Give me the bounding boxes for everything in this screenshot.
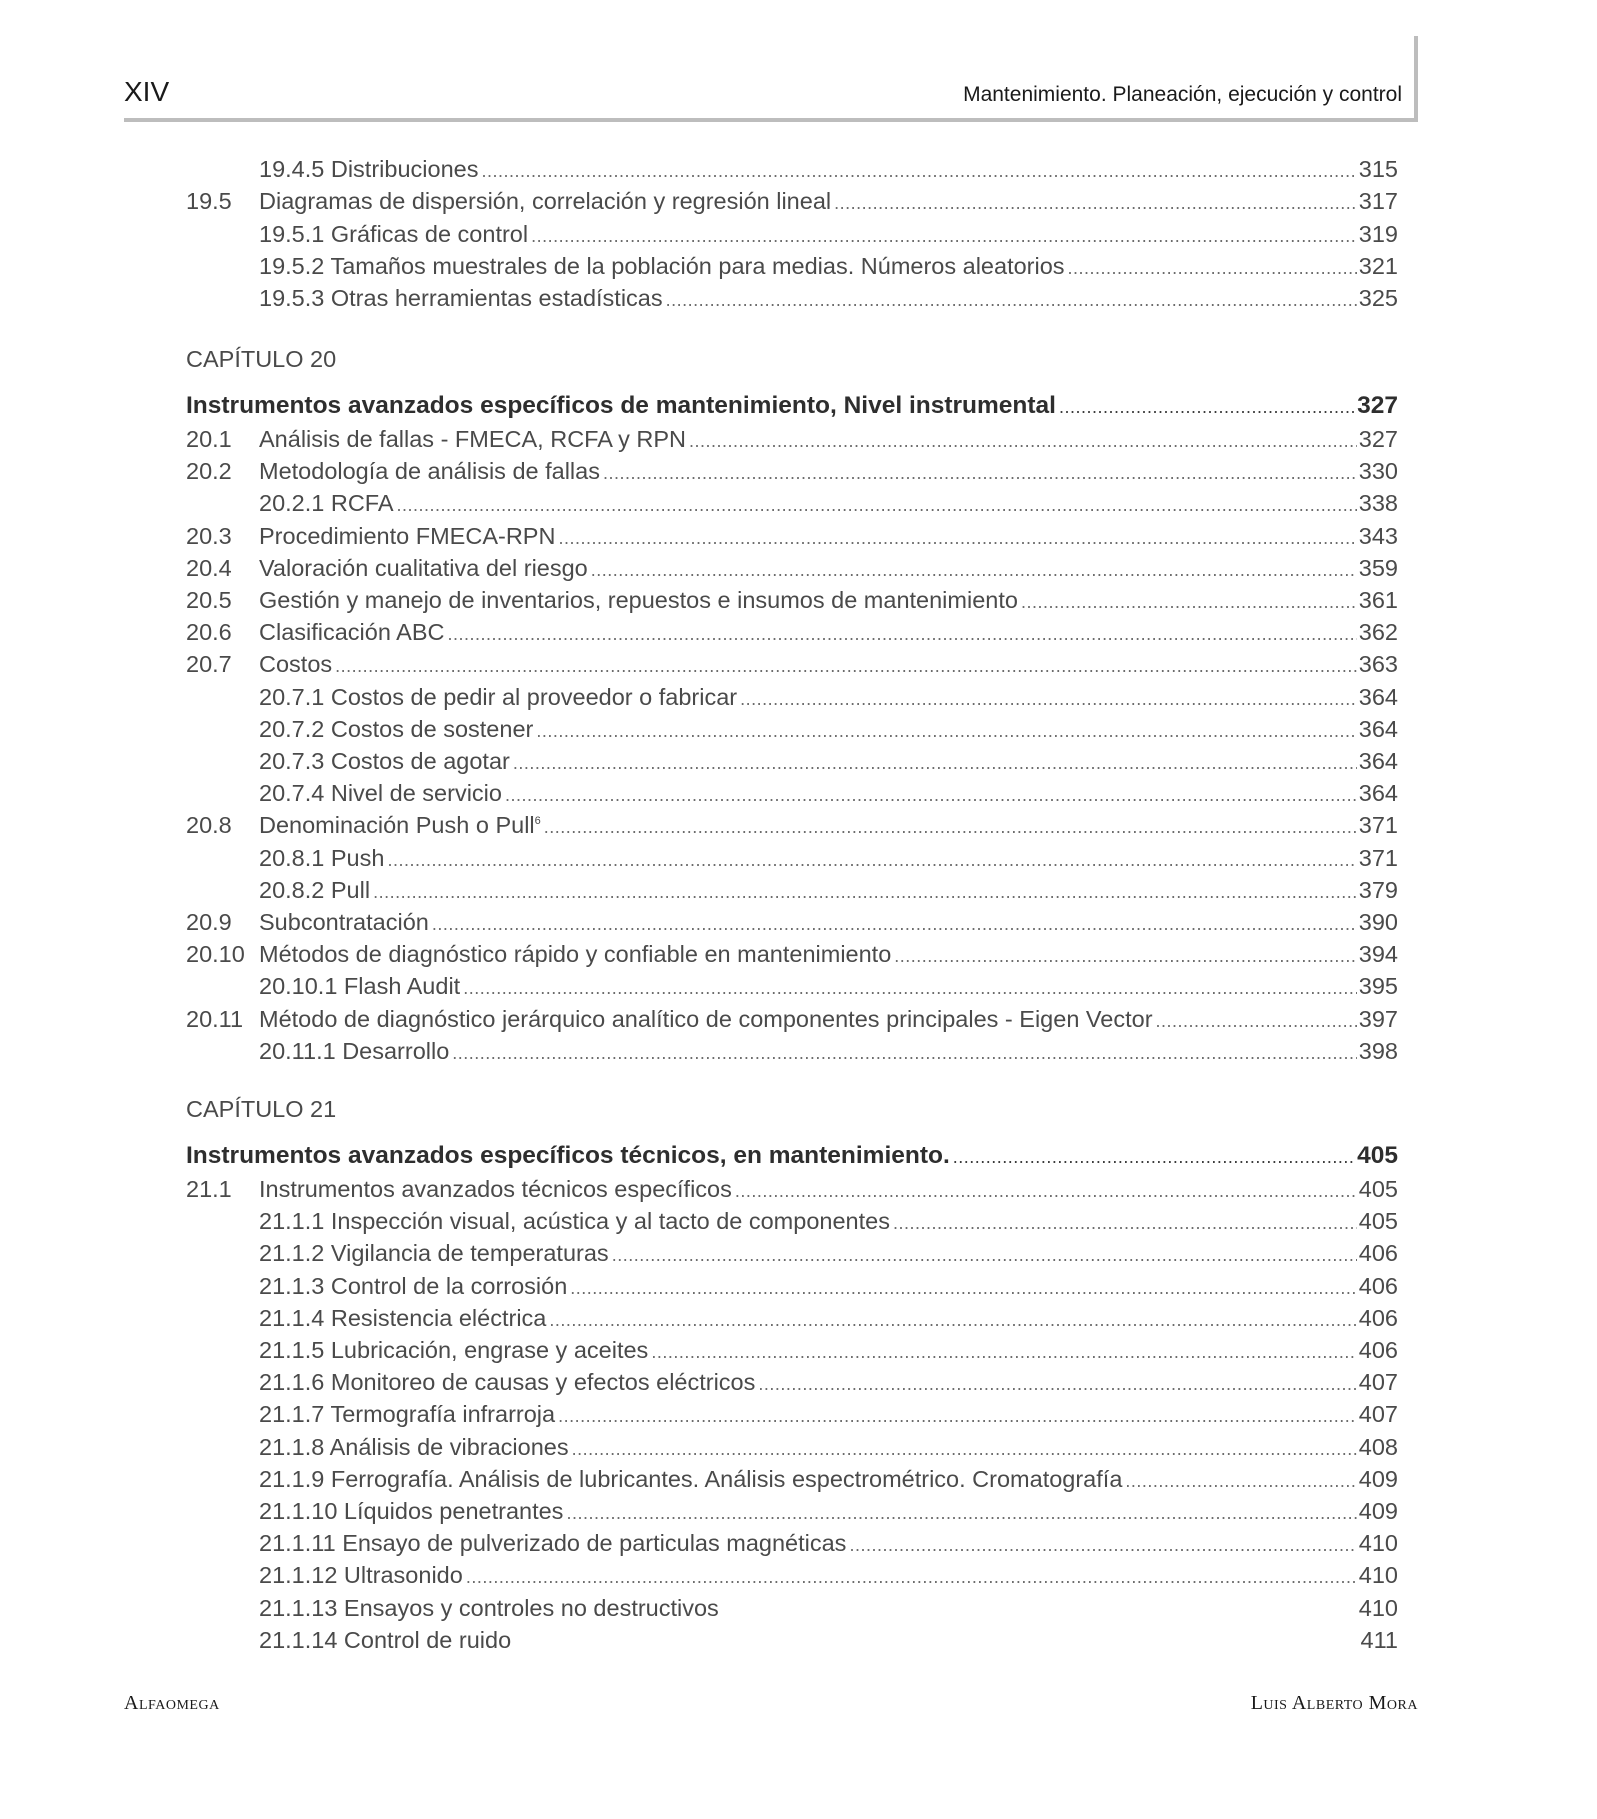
toc-page-number: 364: [1358, 780, 1398, 807]
toc-entry[interactable]: [186, 221, 1398, 253]
toc-entry-label: [259, 651, 332, 678]
toc-entry-text: Métodos de diagnóstico rápido y confiable en mantenimiento: [259, 941, 892, 968]
toc-page-number: 410: [1358, 1562, 1398, 1589]
toc-entry-label: [259, 1530, 846, 1557]
toc-entry[interactable]: [186, 1466, 1398, 1498]
toc-entry-label: [259, 1273, 567, 1300]
toc-entry-text: 20.7.3 Costos de agotar: [259, 748, 510, 774]
toc-entry-text: 19.5.1 Gráficas de control: [259, 220, 529, 247]
toc-entry-label: [259, 877, 370, 904]
chapter-title: Instrumentos avanzados específicos técnicos, en mantenimiento.: [186, 1142, 950, 1169]
toc-entry[interactable]: [186, 490, 1398, 522]
toc-entry[interactable]: [186, 1208, 1398, 1240]
toc-entry-label: [259, 1595, 719, 1622]
toc-page-number: 407: [1358, 1401, 1398, 1428]
toc-page-number: 410: [1358, 1530, 1398, 1557]
toc-entry-label: [259, 490, 394, 517]
toc-page-number: 371: [1358, 812, 1398, 839]
toc-entry-text: 21.1.10 Líquidos penetrantes: [259, 1498, 564, 1524]
toc-section-number: 19.5: [186, 188, 232, 215]
toc-entry-text: 21.1.1 Inspección visual, acústica y al tacto de componentes: [259, 1208, 890, 1235]
chapter-title: Instrumentos avanzados específicos de mantenimiento, Nivel instrumental: [186, 392, 1056, 419]
toc-leader-dots: [558, 1406, 1357, 1427]
toc-entry[interactable]: [186, 1176, 1398, 1208]
toc-entry-label: [259, 1401, 555, 1428]
toc-entry[interactable]: [186, 845, 1398, 877]
toc-page-number: 364: [1358, 715, 1398, 742]
toc-entry-label: [259, 845, 384, 872]
toc-entry-text: 19.5.3 Otras herramientas estadísticas: [259, 285, 663, 312]
toc-entry[interactable]: [186, 285, 1398, 317]
toc-entry[interactable]: [186, 1562, 1398, 1594]
toc-entry-text: 21.1.14 Control de ruido: [259, 1626, 512, 1653]
toc-entry-text: Instrumentos avanzados técnicos específicos: [259, 1176, 732, 1202]
toc-entry[interactable]: [186, 973, 1398, 1005]
toc-entry[interactable]: [186, 1530, 1398, 1562]
toc-entry-text: 20.7.2 Costos de sostener: [259, 715, 534, 742]
toc-page-number: 405: [1358, 1208, 1398, 1235]
toc-page-number: 409: [1358, 1465, 1398, 1492]
toc-entry-label: [259, 941, 891, 968]
toc-entry-label: [259, 748, 510, 775]
toc-section-number: 20.2: [186, 458, 232, 485]
chapter-heading: CAPÍTULO 21: [186, 1096, 337, 1122]
toc-leader-dots: [735, 1181, 1357, 1202]
toc-page-number: 394: [1358, 941, 1398, 968]
toc-entry-label: [259, 1240, 609, 1267]
toc-page-number: 338: [1358, 490, 1398, 517]
toc-entry[interactable]: [186, 1401, 1398, 1433]
toc-entry[interactable]: [186, 619, 1398, 651]
toc-page-number: 361: [1358, 587, 1398, 613]
toc-entry-label: [259, 221, 528, 248]
toc-leader-dots: [558, 528, 1356, 549]
toc-entry-text: Método de diagnóstico jerárquico analítico de componentes principales - Eigen Vector: [259, 1005, 1153, 1032]
toc-leader-dots: [531, 226, 1357, 247]
toc-entry-text: 20.10.1 Flash Audit: [259, 973, 461, 1000]
toc-entry[interactable]: [186, 188, 1398, 220]
toc-leader-dots: [1021, 592, 1357, 613]
toc-entry-label: [259, 1305, 546, 1332]
toc-page-number: 395: [1358, 973, 1398, 1000]
toc-entry-text: Clasificación ABC: [259, 619, 445, 646]
toc-section-number: 20.10: [186, 941, 245, 968]
toc-entry[interactable]: [186, 748, 1398, 780]
toc-leader-dots: [463, 978, 1357, 999]
toc-entry[interactable]: [186, 812, 1398, 844]
toc-leader-dots: [466, 1567, 1357, 1588]
toc-entry[interactable]: [186, 684, 1398, 716]
toc-leader-dots: [387, 850, 1356, 871]
toc-entry-label: [259, 587, 1018, 614]
toc-entry-text: 21.1.7 Termografía infrarroja: [259, 1401, 556, 1428]
toc-entry-text: 20.7.1 Costos de pedir al proveedor o fabricar: [259, 683, 738, 710]
toc-entry-label: [259, 1369, 755, 1396]
toc-page-number: 411: [1360, 1626, 1398, 1653]
toc-page-number: 363: [1358, 651, 1398, 678]
toc-entry-label: [259, 619, 444, 646]
toc-section-number: 20.11: [186, 1005, 244, 1032]
toc-leader-dots: [894, 946, 1356, 967]
toc-entry-label: [259, 1208, 890, 1235]
chapter-heading: CAPÍTULO 20: [186, 346, 337, 372]
toc-leader-dots: [335, 656, 1357, 677]
toc-leader-dots: [549, 1310, 1356, 1331]
toc-section-number: 20.6: [186, 619, 232, 646]
toc-page-number: 364: [1358, 683, 1398, 710]
toc-entry-label: [259, 1434, 569, 1461]
toc-section-number: 20.7: [186, 651, 232, 678]
toc-entry-label: [259, 188, 831, 215]
toc-leader-dots: [666, 290, 1357, 311]
toc-leader-dots: [1156, 1011, 1357, 1032]
toc-entry-label: [259, 1466, 1122, 1493]
toc-leader-dots: [447, 624, 1356, 645]
toc-entry-text: 19.5.2 Tamaños muestrales de la población para medias. Números aleatorios: [259, 252, 1065, 279]
toc-entry[interactable]: [186, 716, 1398, 748]
toc-page-number: 315: [1358, 156, 1398, 182]
toc-entry-label: [259, 780, 502, 807]
toc-leader-dots: [566, 1503, 1356, 1524]
toc-leader-dots: [432, 914, 1357, 935]
toc-section-number: 20.8: [186, 812, 232, 839]
toc-entry-text: Denominación Push o Pull: [259, 812, 535, 839]
toc-leader-dots: [603, 463, 1357, 484]
toc-leader-dots: [758, 1374, 1356, 1395]
toc-entry-label: [259, 684, 737, 711]
toc-entry[interactable]: [186, 1595, 1398, 1627]
toc-entry-text: 21.1.9 Ferrografía. Análisis de lubricantes. Análisis espectrométrico. Cromatografía: [259, 1465, 1123, 1492]
toc-entry[interactable]: [186, 941, 1398, 973]
toc-leader-dots: [651, 1342, 1356, 1363]
footer-publisher: Alfaomega: [124, 1692, 220, 1714]
toc-section-number: 20.5: [186, 587, 232, 613]
toc-page-number: 406: [1358, 1240, 1398, 1267]
toc-page-number: 325: [1358, 285, 1398, 312]
toc-leader-dots: [513, 753, 1357, 774]
chapter-page-number: 327: [1357, 392, 1398, 419]
toc-page-number: 343: [1358, 522, 1398, 549]
toc-page-number: 319: [1358, 220, 1398, 247]
toc-leader-dots: [544, 817, 1357, 838]
toc-entry-label: [259, 812, 541, 839]
toc-entry-text: Metodología de análisis de fallas: [259, 458, 600, 485]
toc-entry-label: [259, 1627, 511, 1654]
toc-entry[interactable]: [186, 253, 1398, 285]
toc-entry[interactable]: [186, 1006, 1398, 1038]
chapter-title-entry[interactable]: [186, 1142, 1398, 1174]
toc-page-number: 321: [1358, 252, 1398, 279]
toc-entry[interactable]: [186, 780, 1398, 812]
toc-page-number: 371: [1358, 844, 1398, 871]
toc-entry-text: 19.4.5 Distribuciones: [259, 156, 479, 182]
toc-entry[interactable]: [186, 458, 1398, 490]
toc-leader-dots: [740, 689, 1357, 710]
toc-page-number: 405: [1358, 1176, 1398, 1202]
toc-entry[interactable]: [186, 156, 1398, 188]
toc-entry-text: 21.1.11 Ensayo de pulverizado de particulas magnéticas: [259, 1530, 847, 1557]
toc-entry[interactable]: [186, 555, 1398, 587]
toc-leader-dots: [953, 1147, 1355, 1168]
toc-entry-text: 21.1.4 Resistencia eléctrica: [259, 1304, 547, 1331]
toc-entry-text: 21.1.2 Vigilancia de temperaturas: [259, 1240, 609, 1267]
toc-entry-text: 20.8.1 Push: [259, 844, 385, 871]
toc-page-number: 397: [1358, 1005, 1398, 1032]
toc-entry[interactable]: [186, 1305, 1398, 1337]
toc-section-number: 20.1: [186, 426, 232, 452]
toc-entry[interactable]: [186, 1627, 1398, 1659]
header-rule: [124, 118, 1418, 122]
chapter-page-number: 405: [1357, 1142, 1398, 1169]
toc-page-number: 330: [1358, 458, 1398, 485]
toc-entry-text: 20.8.2 Pull: [259, 876, 371, 903]
toc-leader-dots: [1125, 1471, 1356, 1492]
toc-entry-label: [259, 1337, 648, 1364]
chapter-title-entry[interactable]: [186, 392, 1398, 424]
toc-entry[interactable]: [186, 1240, 1398, 1272]
toc-entry-text: Subcontratación: [259, 909, 429, 935]
toc-leader-dots: [849, 1535, 1356, 1556]
toc-page-number: 359: [1358, 554, 1398, 581]
toc-entry-text: 21.1.8 Análisis de vibraciones: [259, 1433, 569, 1460]
toc-entry-text: 20.7.4 Nivel de servicio: [259, 780, 502, 807]
toc-entry[interactable]: [186, 1498, 1398, 1530]
toc-leader-dots: [481, 161, 1356, 182]
toc-entry-text: Procedimiento FMECA-RPN: [259, 522, 556, 549]
header-vertical-rule: [1414, 36, 1418, 122]
toc-page-number: 379: [1358, 876, 1398, 903]
running-title: Mantenimiento. Planeación, ejecución y control: [963, 83, 1402, 106]
toc-page-number: 327: [1358, 426, 1398, 452]
toc-entry-label: [259, 1038, 449, 1065]
toc-entry-label: [259, 1562, 463, 1589]
toc-entry-text: Análisis de fallas - FMECA, RCFA y RPN: [259, 426, 687, 452]
footnote-marker: 6: [534, 815, 541, 828]
toc-page-number: 406: [1358, 1272, 1398, 1299]
toc-leader-dots: [570, 1278, 1356, 1299]
toc-entry[interactable]: [186, 877, 1398, 909]
toc-entry-label: [259, 716, 533, 743]
toc-entry[interactable]: [186, 909, 1398, 941]
toc-section-number: 20.3: [186, 522, 232, 549]
toc-page-number: 407: [1358, 1369, 1398, 1396]
toc-entry-label: [259, 973, 460, 1000]
toc-leader-dots: [536, 721, 1356, 742]
toc-page-number: 406: [1358, 1304, 1398, 1331]
toc-section-number: 21.1: [186, 1176, 232, 1202]
toc-leader-dots: [397, 495, 1357, 516]
toc-entry-text: Gestión y manejo de inventarios, repuestos e insumos de mantenimiento: [259, 587, 1018, 613]
toc-entry[interactable]: [186, 651, 1398, 683]
toc-entry-label: [259, 1498, 563, 1525]
toc-page-number: 408: [1358, 1433, 1398, 1460]
toc-entry-text: 21.1.3 Control de la corrosión: [259, 1272, 568, 1299]
toc-entry[interactable]: [186, 1434, 1398, 1466]
toc-entry-text: 20.11.1 Desarrollo: [259, 1037, 450, 1064]
toc-page-number: 317: [1358, 188, 1398, 215]
toc-entry-label: [259, 523, 555, 550]
toc-entry-label: [259, 1176, 732, 1203]
toc-leader-dots: [1059, 397, 1355, 418]
toc-entry-text: 20.2.1 RCFA: [259, 490, 394, 517]
toc-leader-dots: [591, 560, 1357, 581]
toc-section-number: 20.9: [186, 909, 232, 935]
toc-entry-text: 21.1.12 Ultrasonido: [259, 1562, 463, 1589]
toc-entry-label: [259, 909, 429, 936]
toc-entry[interactable]: [186, 1369, 1398, 1401]
toc-entry-label: [259, 458, 600, 485]
page-number: XIV: [124, 76, 170, 107]
toc-leader-dots: [893, 1213, 1357, 1234]
toc-entry-label: [259, 555, 588, 582]
toc-entry-text: Costos: [259, 651, 333, 678]
toc-page-number: 398: [1358, 1037, 1398, 1064]
toc-entry[interactable]: [186, 523, 1398, 555]
footer-author: Luis Alberto Mora: [1250, 1692, 1418, 1714]
toc-leader-dots: [689, 431, 1357, 452]
toc-entry-text: Valoración cualitativa del riesgo: [259, 554, 588, 581]
toc-leader-dots: [572, 1439, 1357, 1460]
toc-leader-dots: [373, 882, 1357, 903]
toc-page-number: 409: [1358, 1498, 1398, 1524]
toc-page-number: 390: [1358, 909, 1398, 935]
toc-page-number: 362: [1358, 619, 1398, 646]
toc-leader-dots: [1068, 258, 1357, 279]
toc-entry-text: 21.1.5 Lubricación, engrase y aceites: [259, 1337, 649, 1363]
toc-page-number: 406: [1358, 1337, 1398, 1363]
toc-leader-dots: [452, 1043, 1356, 1064]
toc-page-number: 410: [1358, 1594, 1398, 1621]
toc-entry[interactable]: [186, 426, 1398, 458]
page-header: [124, 36, 1418, 122]
toc-entry-text: Diagramas de dispersión, correlación y regresión lineal: [259, 188, 832, 215]
toc-entry[interactable]: [186, 1273, 1398, 1305]
toc-entry-label: [259, 285, 663, 312]
toc-entry-label: [259, 426, 686, 453]
toc-leader-dots: [505, 785, 1357, 806]
toc-leader-dots: [834, 193, 1357, 214]
toc-entry[interactable]: [186, 587, 1398, 619]
toc-entry[interactable]: [186, 1337, 1398, 1369]
toc-entry-text: 21.1.6 Monitoreo de causas y efectos eléctricos: [259, 1369, 756, 1396]
toc-entry-text: 21.1.13 Ensayos y controles no destructivos: [259, 1594, 719, 1621]
toc-entry-label: [259, 156, 478, 183]
toc-section-number: 20.4: [186, 554, 232, 581]
toc-page-number: 364: [1358, 748, 1398, 774]
toc-leader-dots: [612, 1245, 1357, 1266]
toc-entry-label: [259, 253, 1065, 280]
toc-entry-label: [259, 1006, 1153, 1033]
toc-entry[interactable]: [186, 1038, 1398, 1070]
